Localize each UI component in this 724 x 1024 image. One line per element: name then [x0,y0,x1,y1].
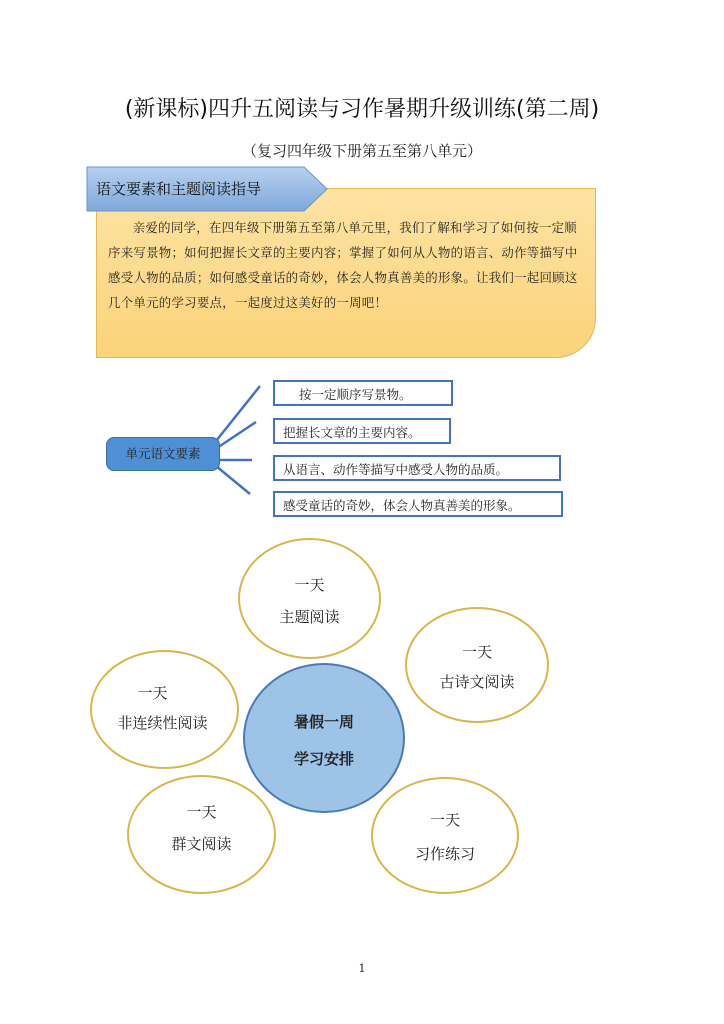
day-label: 一天 [294,576,325,594]
day-topic: 古诗文阅读 [439,673,515,691]
element-item: 从语言、动作等描写中感受人物的品质。 [273,455,561,481]
page-number: 1 [358,962,366,975]
center-line-1: 暑假一周 [293,713,354,731]
day-topic: 习作练习 [414,845,475,863]
center-line-2: 学习安排 [293,750,354,768]
day-label: 一天 [186,803,217,821]
element-item: 把握长文章的主要内容。 [273,418,451,444]
page-title: (新课标)四升五阅读与习作暑期升级训练(第二周) [124,97,600,122]
elements-hub: 单元语文要素 [106,437,220,471]
page-subtitle: （复习四年级下册第五至第八单元） [241,142,482,160]
schedule-center-circle [243,663,405,813]
day-circle-noncontinuous-reading [90,650,239,769]
day-label: 一天 [461,643,492,661]
day-circle-group-reading [127,775,276,894]
day-label: 一天 [429,811,460,829]
element-item: 感受童话的奇妙，体会人物真善美的形象。 [273,491,563,517]
day-circle-theme-reading [238,538,381,659]
day-topic: 非连续性阅读 [117,714,208,732]
guide-heading: 语文要素和主题阅读指导 [96,180,262,198]
day-circle-writing-practice [371,777,519,894]
day-label: 一天 [137,684,168,702]
guide-text: 亲爱的同学，在四年级下册第五至第八单元里，我们了解和学习了如何按一定顺序来写景物；如何把握长文章的主要内容；掌握了如何从人物的语言、动作等描写中感受人物的品质；如何感受童话的奇妙，体会人物真善美的形象。让我们一起回顾这几个单元的学习要点，一起度过这美好的一周吧！ [108,220,578,310]
day-topic: 主题阅读 [279,608,340,626]
day-topic: 群文阅读 [171,835,232,853]
day-circle-classical-poetry [405,607,549,723]
element-item: 按一定顺序写景物。 [273,380,453,406]
